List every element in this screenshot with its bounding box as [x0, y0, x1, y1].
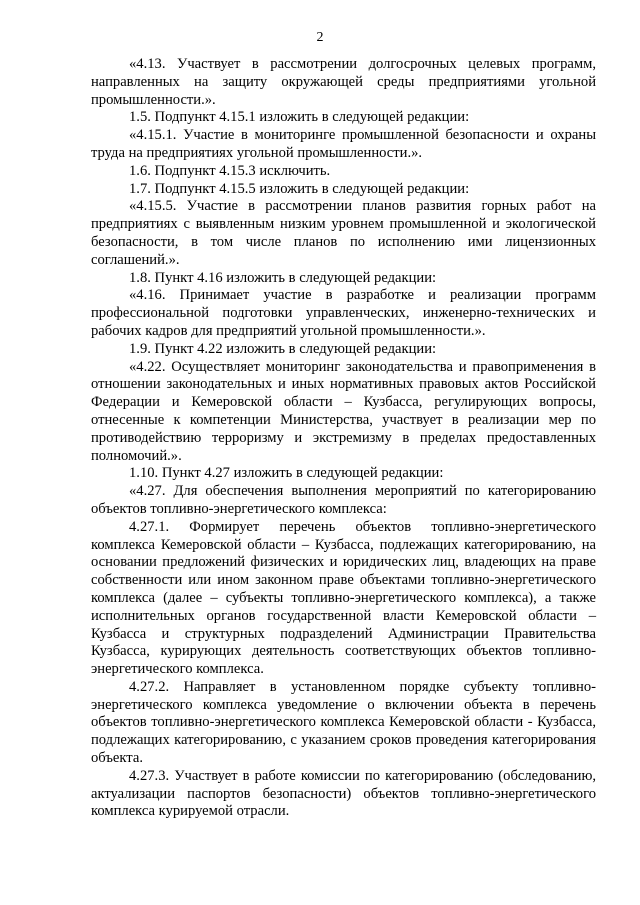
paragraph-4-27-2: 4.27.2. Направляет в установленном порядке субъекту топливно-энергетического комплекса уведомление о включении объекта в перечень объектов топливно-энергетического комплекса Кемеровской области - Кузбасса, подлежащих категорированию, с указанием сроков проведения категорирования объекта. [91, 678, 596, 767]
paragraph-4-27: «4.27. Для обеспечения выполнения мероприятий по категорированию объектов топливно-энергетического комплекса: [91, 483, 596, 517]
paragraph-4-27-1: 4.27.1. Формирует перечень объектов топливно-энергетического комплекса Кемеровской области – Кузбасса, подлежащих категорированию, на основании предложений физических и юридических лиц, владеющих на праве собственности или ином законном праве объектами топливно-энергетического комплекса (далее – субъекты топливно-энергетического комплекса), а также исполнительных органов государственной власти Кемеровской области – Кузбасса и структурных подразделений Администрации Правительства Кузбасса, курирующих деятельность соответствующих объектов топливно-энергетического комплекса. [91, 518, 596, 678]
paragraph-1-9: 1.9. Пункт 4.22 изложить в следующей редакции: [129, 340, 437, 357]
paragraph-1-6: 1.6. Подпункт 4.15.3 исключить. [129, 162, 331, 179]
paragraph-4-15-1: «4.15.1. Участие в мониторинге промышленной безопасности и охраны труда на предприятиях угольной промышленности.». [91, 127, 596, 161]
paragraph-1-7: 1.7. Подпункт 4.15.5 изложить в следующей редакции: [129, 180, 470, 197]
paragraph-4-13: «4.13. Участвует в рассмотрении долгосрочных целевых программ, направленных на защиту окружающей среды предприятиями угольной промышленности.». [91, 56, 596, 108]
paragraph-1-10: 1.10. Пункт 4.27 изложить в следующей редакции: [129, 465, 444, 482]
paragraph-4-27-3: 4.27.3. Участвует в работе комиссии по категорированию (обследованию, актуализации паспортов безопасности) объектов топливно-энергетического комплекса курируемой отрасли. [91, 767, 596, 820]
paragraph-4-22: «4.22. Осуществляет мониторинг законодательства и правоприменения в отношении законодательных и иных нормативных правовых актов Российской Федерации и Кемеровской области – Кузбасса, регулирующих вопросы, отнесенные к компетенции Министерства, участвует в реализации мер по противодействию терроризму и экстремизму в пределах предоставленных полномочий.». [91, 358, 596, 464]
paragraph-4-15-5: «4.15.5. Участие в рассмотрении планов развития горных работ на предприятиях с выявленным низким уровнем промышленной и экологической безопасности, в том числе планов по исполнению ими лицензионных соглашений.». [91, 198, 596, 268]
paragraph-4-16: «4.16. Принимает участие в разработке и реализации программ профессиональной подготовки управленческих, инженерно-технических и рабочих кадров для предприятий угольной промышленности.». [91, 287, 596, 339]
document-body [91, 56, 596, 821]
paragraph-1-8: 1.8. Пункт 4.16 изложить в следующей редакции: [129, 269, 437, 286]
page-number: 2 [316, 30, 324, 45]
paragraph-1-5: 1.5. Подпункт 4.15.1 изложить в следующей редакции: [129, 109, 470, 126]
